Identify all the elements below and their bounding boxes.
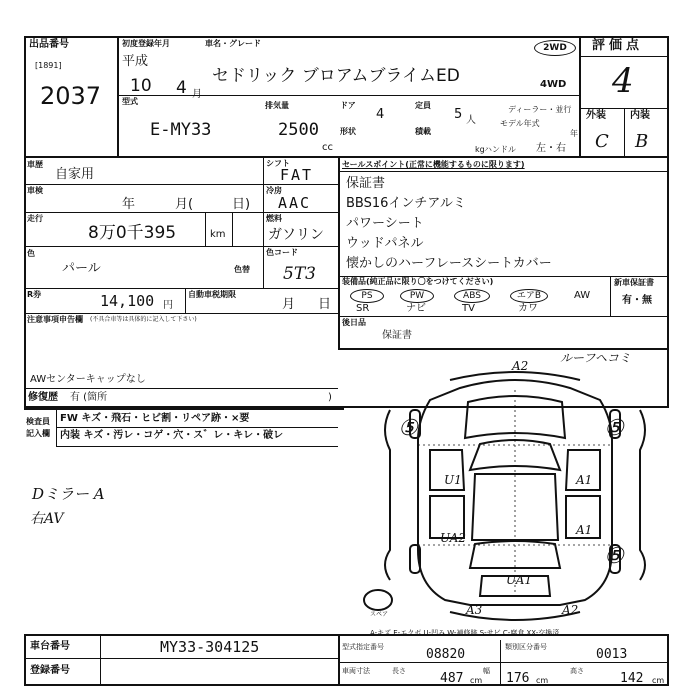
notes-line: AWセンターキャップなし — [30, 374, 146, 385]
lot-label: 出品番号 — [29, 39, 69, 50]
damage-a2-bottom: A2 — [562, 603, 579, 617]
grade-ext: C — [595, 131, 609, 152]
damage-left-front: ⑤ — [398, 416, 418, 441]
category-no-value: 0013 — [596, 647, 628, 662]
grade-int: B — [635, 131, 649, 152]
shape-label: 形状 — [340, 127, 356, 136]
type-no-label: 型式指定番号 — [342, 643, 384, 651]
fuel-value: ガソリン — [268, 227, 324, 243]
damage-a1-bottom: A1 — [576, 523, 593, 537]
lot-number: 2037 — [40, 82, 102, 110]
lot-sub: [1891] — [35, 61, 62, 70]
color-label: 色 — [27, 249, 35, 258]
damage-right-rear: ⑤ — [604, 544, 624, 569]
handwritten-note-1: Dミラー A — [32, 485, 105, 503]
grade-int-label: 内装 — [630, 110, 650, 121]
ac-label: 冷房 — [266, 186, 282, 195]
equip-pw-circled: PW — [400, 289, 434, 303]
bottom-table — [24, 634, 669, 686]
repair-value: 有 (箇所 — [70, 392, 108, 403]
sales-label: セールスポイント(正常に機能するものに限ります) — [342, 160, 525, 169]
equip-sr: SR — [356, 303, 370, 314]
reg-month: 4 — [176, 78, 187, 98]
car-name-label: 車名・グレード — [205, 39, 261, 48]
chassis-value: MY33-304125 — [160, 638, 260, 656]
tax-month: 月 — [282, 297, 296, 312]
usage-label: 車歴 — [27, 160, 43, 169]
mileage-unit: km — [210, 229, 226, 240]
model-year-label: モデル年式 — [500, 119, 540, 128]
type-no-value: 08820 — [426, 647, 466, 662]
grade-label: 評価点 — [592, 38, 644, 53]
mileage-label: 走行 — [27, 214, 43, 223]
damage-ua2: UA2 — [440, 531, 467, 545]
color-code-label: 色コード — [266, 248, 298, 257]
car-name: セドリック ブロアムブライムED — [212, 66, 460, 86]
inspector-row-fw: FW キズ・飛石・ヒビ割・リペア跡・×要 — [60, 413, 250, 424]
height-unit: cm — [652, 676, 665, 685]
disp-label: 排気量 — [265, 101, 289, 110]
inspector-label-1: 検査員 — [26, 417, 50, 426]
sales-point: 保証書 — [346, 176, 386, 191]
reg-month-unit: 月 — [192, 89, 202, 100]
equip-aw: AW — [574, 290, 591, 301]
recycle-label: R券 — [27, 290, 42, 299]
seats-value: 5 — [454, 107, 463, 122]
seats-unit: 人 — [466, 115, 476, 126]
doors-value: 4 — [376, 107, 385, 122]
loading-unit: kg — [475, 145, 485, 154]
equip-abs-circled: ABS — [454, 289, 490, 303]
handle-label: ハンドル — [484, 145, 516, 154]
equip-airbag-circled: エアB — [510, 289, 548, 303]
handwritten-note-2: 右AV — [30, 511, 64, 527]
ac-value: AAC — [278, 194, 312, 212]
reg-year: 10 — [130, 76, 152, 96]
sales-point: ウッドパネル — [346, 236, 424, 251]
disp-unit: cc — [322, 142, 333, 153]
sales-point: BBS16インチアルミ — [346, 196, 466, 211]
length-label: 長さ — [392, 667, 406, 675]
shaken-day-unit: 日) — [232, 197, 251, 212]
recycle-value: 14,100 — [100, 292, 155, 310]
inspector-label-2: 記入欄 — [26, 429, 50, 438]
spare-label: スペア — [370, 611, 389, 618]
color-code: 5T3 — [283, 264, 316, 284]
dealer-label: ディーラー・並行 — [508, 105, 572, 114]
shaken-label: 車検 — [27, 186, 43, 195]
repair-close: ) — [328, 392, 332, 403]
tax-day: 日 — [318, 297, 332, 312]
damage-ua1: UA1 — [506, 573, 533, 587]
equip-navi: ナビ — [406, 303, 426, 314]
category-no-label: 類別区分番号 — [505, 643, 547, 651]
drive-2wd-circled: 2WD — [534, 40, 576, 56]
damage-u1: U1 — [444, 473, 462, 487]
damage-legend: A-キズ E-エクボ U-凹み W-補修跡 S-サビ C-腐食 XX-交換済 — [370, 629, 560, 637]
header-block — [24, 36, 669, 158]
loading-label: 積載 — [415, 127, 431, 136]
model-label: 型式 — [122, 97, 138, 106]
notes-label: 注意事項申告欄 — [27, 315, 83, 324]
handle-value: 左・右 — [536, 143, 566, 154]
model-value: E-MY33 — [150, 120, 212, 140]
seats-label: 定員 — [415, 101, 431, 110]
accessory-label: 後日品 — [342, 318, 366, 327]
shift-label: シフト — [266, 159, 290, 168]
shift-value: FAT — [280, 166, 314, 184]
color-value: パール — [62, 261, 101, 276]
equip-ps-circled: PS — [350, 289, 384, 303]
equip-label: 装備品(純正品に限り〇をつけてください) — [342, 277, 494, 286]
drive-4wd: 4WD — [540, 79, 567, 90]
mileage-value: 8万0千395 — [88, 223, 177, 243]
tax-deadline-label: 自動車税期限 — [188, 290, 236, 299]
shaken-year-unit: 年 — [122, 197, 136, 212]
width-value: 176 — [506, 671, 530, 686]
recycle-unit: 円 — [163, 300, 173, 311]
sales-point: 懐かしのハーフレースシートカバー — [346, 256, 552, 271]
chassis-label: 車台番号 — [30, 641, 70, 652]
color-change-label: 色替 — [234, 265, 250, 274]
width-label: 幅 — [483, 667, 490, 675]
dims-label: 車両寸法 — [342, 667, 370, 675]
damage-a1-top: A1 — [576, 473, 593, 487]
height-label: 高さ — [570, 667, 584, 675]
grade-ext-label: 外装 — [586, 110, 606, 121]
width-unit: cm — [536, 676, 549, 685]
car-damage-diagram — [350, 350, 680, 640]
height-value: 142 — [620, 671, 644, 686]
fuel-label: 燃料 — [266, 214, 282, 223]
usage-value: 自家用 — [55, 167, 95, 182]
sales-point: パワーシート — [346, 216, 424, 231]
grade-score: 4 — [612, 61, 634, 101]
shaken-month-unit: 月( — [175, 197, 194, 212]
damage-a3: A3 — [466, 603, 483, 617]
damage-top-note: ルーフヘコミ — [560, 351, 631, 365]
doors-label: ドア — [340, 101, 356, 110]
accessory-value: 保証書 — [382, 330, 412, 341]
reg-label: 初度登録年月 — [122, 39, 170, 48]
new-warranty-value: 有・無 — [622, 295, 652, 306]
reg-era: 平成 — [122, 54, 149, 69]
length-value: 487 — [440, 671, 464, 686]
notes-sub: (不具合車等は具体的に記入して下さい) — [90, 316, 197, 323]
new-warranty-label: 新車保証書 — [614, 278, 654, 287]
equip-leather: カワ — [518, 303, 538, 314]
equip-tv: TV — [462, 303, 475, 314]
damage-right-front: ⑤ — [604, 416, 624, 441]
length-unit: cm — [470, 676, 483, 685]
model-year-unit: 年 — [570, 129, 578, 138]
disp-value: 2500 — [278, 120, 319, 140]
damage-top-mark: A2 — [512, 359, 529, 373]
inspector-row-interior: 内装 キズ・汚レ・コゲ・穴・ス゛レ・キレ・破レ — [60, 430, 284, 441]
repair-label: 修復歴 — [28, 392, 58, 403]
registration-label: 登録番号 — [30, 665, 70, 676]
